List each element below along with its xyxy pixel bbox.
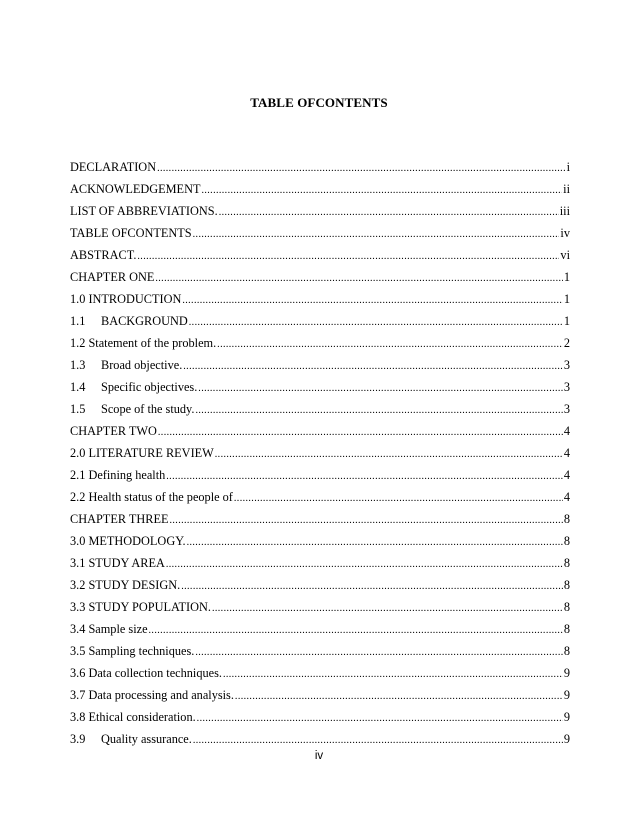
toc-entry-label: Quality assurance. xyxy=(101,732,192,746)
dot-leader xyxy=(182,290,562,310)
toc-entry-label: LIST OF ABBREVIATIONS. xyxy=(70,204,218,218)
toc-entry-page-number: ii xyxy=(563,182,570,196)
table-of-contents xyxy=(70,156,570,750)
toc-entry-page-number: 3 xyxy=(563,402,570,416)
toc-entry-label: 1.0 INTRODUCTION xyxy=(70,292,182,306)
toc-entry[interactable] xyxy=(70,266,570,288)
dot-leader xyxy=(223,664,563,684)
toc-entry-page-number: 9 xyxy=(563,666,570,680)
toc-entry-label: BACKGROUND xyxy=(101,314,188,328)
toc-entry-page-number: 4 xyxy=(563,490,570,504)
toc-entry-label: 3.8 Ethical consideration. xyxy=(70,710,196,724)
toc-entry[interactable] xyxy=(70,552,570,574)
page-title: TABLE OFCONTENTS xyxy=(250,95,388,110)
dot-leader xyxy=(189,312,563,332)
toc-entry-label: 3.7 Data processing and analysis. xyxy=(70,688,234,702)
dot-leader xyxy=(193,224,560,244)
dot-leader xyxy=(181,576,563,596)
toc-entry-page-number: 3 xyxy=(563,358,570,372)
toc-entry-label: 3.5 Sampling techniques. xyxy=(70,644,195,658)
toc-entry[interactable] xyxy=(70,728,570,750)
toc-entry[interactable] xyxy=(70,156,570,178)
toc-entry-label: 2.0 LITERATURE REVIEW xyxy=(70,446,214,460)
toc-entry[interactable] xyxy=(70,530,570,552)
toc-entry-page-number: 8 xyxy=(563,534,570,548)
toc-entry[interactable] xyxy=(70,398,570,420)
toc-entry-number: 1.4 xyxy=(70,380,86,394)
toc-entry[interactable] xyxy=(70,288,570,310)
dot-leader xyxy=(198,378,563,398)
dot-leader xyxy=(217,334,563,354)
toc-entry-page-number: 1 xyxy=(563,292,570,306)
toc-entry-page-number: 9 xyxy=(563,710,570,724)
toc-entry[interactable] xyxy=(70,508,570,530)
toc-entry-page-number: 4 xyxy=(563,446,570,460)
dot-leader xyxy=(187,532,563,552)
toc-entry-number: 1.5 xyxy=(70,402,86,416)
toc-entry[interactable] xyxy=(70,618,570,640)
toc-entry-label: Broad objective. xyxy=(101,358,183,372)
toc-entry-page-number: 9 xyxy=(563,732,570,746)
toc-entry-label: 3.3 STUDY POPULATION. xyxy=(70,600,211,614)
toc-entry[interactable] xyxy=(70,332,570,354)
toc-entry-label: ACKNOWLEDGEMENT xyxy=(70,182,201,196)
toc-entry-label: CHAPTER THREE xyxy=(70,512,169,526)
toc-entry[interactable] xyxy=(70,200,570,222)
toc-entry-number: 1.3 xyxy=(70,358,86,372)
toc-entry[interactable] xyxy=(70,684,570,706)
toc-entry[interactable] xyxy=(70,310,570,332)
toc-entry[interactable] xyxy=(70,706,570,728)
dot-leader xyxy=(195,642,563,662)
dot-leader xyxy=(155,268,562,288)
dot-leader xyxy=(195,400,562,420)
dot-leader xyxy=(219,202,559,222)
dot-leader xyxy=(158,422,563,442)
toc-entry[interactable] xyxy=(70,244,570,266)
toc-entry-page-number: 1 xyxy=(563,270,570,284)
toc-entry-label: CHAPTER ONE xyxy=(70,270,155,284)
toc-entry-label: 3.4 Sample size xyxy=(70,622,148,636)
toc-entry-label: ABSTRACT. xyxy=(70,248,137,262)
toc-entry-label: 3.0 METHODOLOGY. xyxy=(70,534,186,548)
dot-leader xyxy=(166,466,563,486)
toc-entry-page-number: iv xyxy=(560,226,570,240)
toc-entry-number: 3.9 xyxy=(70,732,86,746)
toc-entry-page-number: 8 xyxy=(563,512,570,526)
toc-entry-label: 3.1 STUDY AREA xyxy=(70,556,165,570)
toc-entry[interactable] xyxy=(70,464,570,486)
toc-entry-label: 2.1 Defining health xyxy=(70,468,166,482)
toc-entry-number: 1.1 xyxy=(70,314,86,328)
dot-leader xyxy=(157,158,566,178)
dot-leader xyxy=(166,554,563,574)
toc-entry-page-number: 9 xyxy=(563,688,570,702)
dot-leader xyxy=(197,708,563,728)
toc-entry-page-number: i xyxy=(566,160,570,174)
toc-entry[interactable] xyxy=(70,486,570,508)
toc-entry-page-number: vi xyxy=(560,248,570,262)
toc-entry-label: 2.2 Health status of the people of xyxy=(70,490,233,504)
toc-entry[interactable] xyxy=(70,420,570,442)
toc-entry-page-number: 4 xyxy=(563,424,570,438)
toc-entry[interactable] xyxy=(70,178,570,200)
dot-leader xyxy=(215,444,563,464)
toc-entry[interactable] xyxy=(70,574,570,596)
dot-leader xyxy=(137,246,559,266)
dot-leader xyxy=(170,510,563,530)
toc-entry-page-number: 8 xyxy=(563,622,570,636)
toc-entry[interactable] xyxy=(70,442,570,464)
dot-leader xyxy=(212,598,563,618)
toc-entry[interactable] xyxy=(70,376,570,398)
toc-entry-page-number: 3 xyxy=(563,380,570,394)
toc-entry[interactable] xyxy=(70,222,570,244)
toc-entry-page-number: iii xyxy=(559,204,570,218)
dot-leader xyxy=(234,488,563,508)
dot-leader xyxy=(193,730,563,750)
toc-entry-label: Scope of the study. xyxy=(101,402,195,416)
toc-entry-page-number: 8 xyxy=(563,556,570,570)
toc-entry-page-number: 8 xyxy=(563,578,570,592)
toc-entry[interactable] xyxy=(70,596,570,618)
toc-entry-page-number: 1 xyxy=(563,314,570,328)
toc-entry-label: 1.2 Statement of the problem. xyxy=(70,336,217,350)
dot-leader xyxy=(235,686,563,706)
toc-entry-label: 3.2 STUDY DESIGN. xyxy=(70,578,181,592)
toc-entry-page-number: 4 xyxy=(563,468,570,482)
toc-entry-page-number: 8 xyxy=(563,600,570,614)
toc-entry-label: DECLARATION xyxy=(70,160,157,174)
toc-entry-label: Specific objectives. xyxy=(101,380,198,394)
dot-leader xyxy=(183,356,563,376)
toc-entry[interactable] xyxy=(70,662,570,684)
dot-leader xyxy=(149,620,563,640)
footer-page-number: iv xyxy=(314,750,324,762)
toc-entry[interactable] xyxy=(70,640,570,662)
toc-entry-label: TABLE OFCONTENTS xyxy=(70,226,192,240)
toc-entry-page-number: 8 xyxy=(563,644,570,658)
toc-entry[interactable] xyxy=(70,354,570,376)
dot-leader xyxy=(201,180,562,200)
toc-entry-label: CHAPTER TWO xyxy=(70,424,157,438)
toc-entry-page-number: 2 xyxy=(563,336,570,350)
toc-entry-label: 3.6 Data collection techniques. xyxy=(70,666,222,680)
